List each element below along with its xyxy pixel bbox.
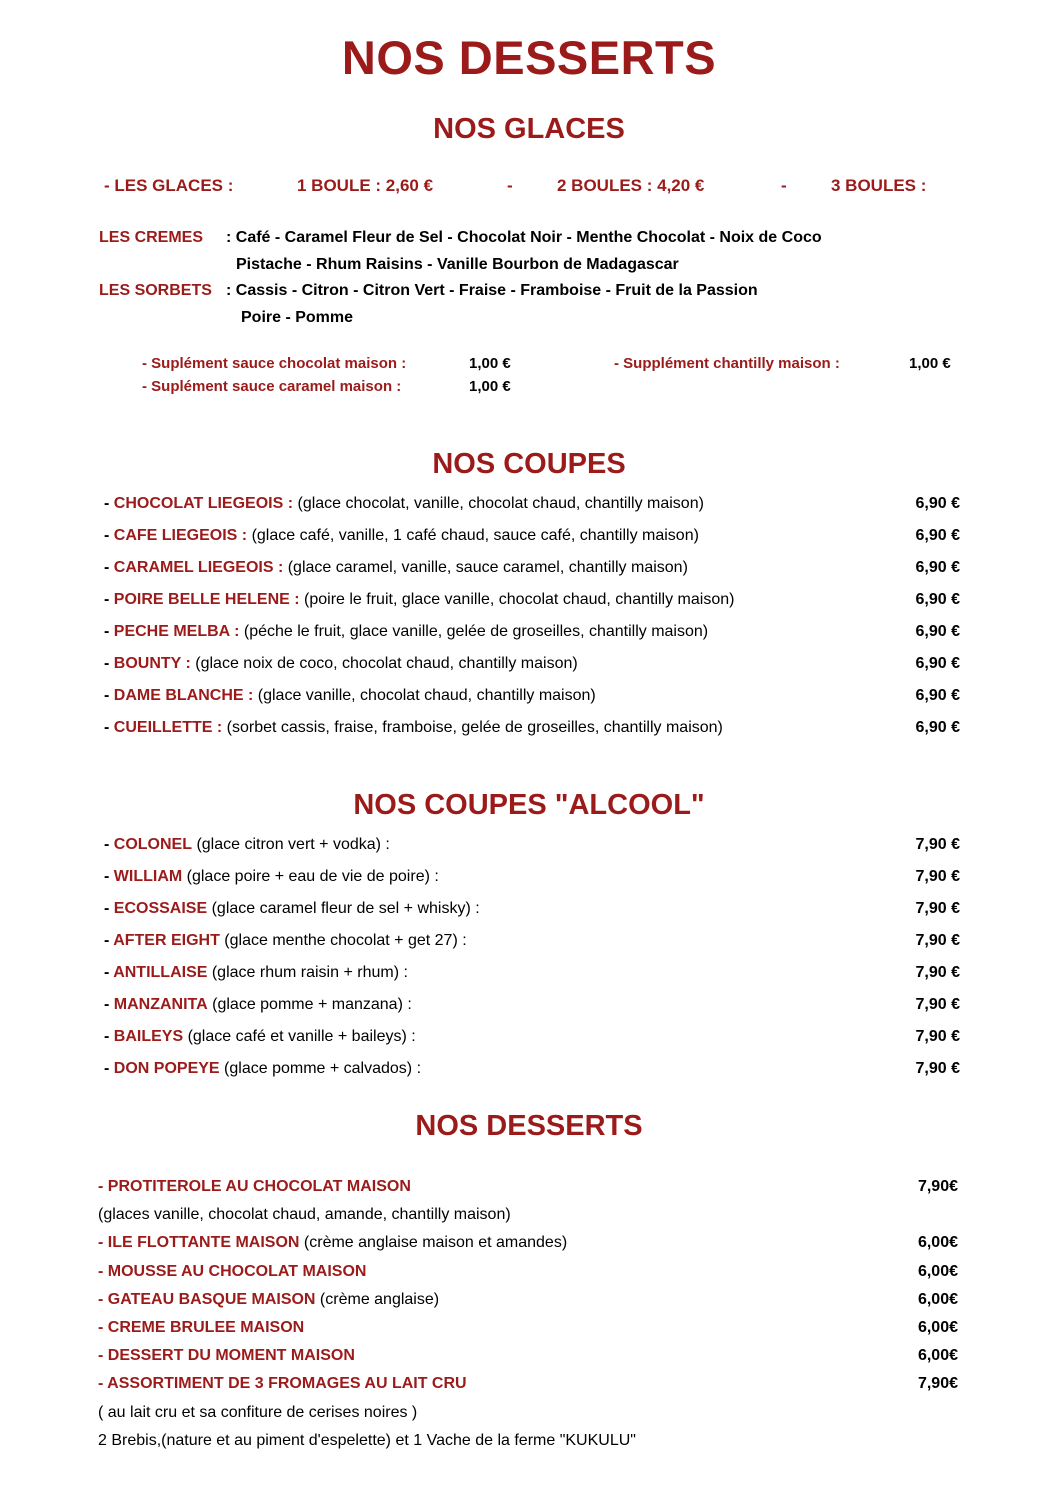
item-description: (glace caramel fleur de sel + whisky) :	[207, 900, 480, 917]
alcool-name: AFTER EIGHT	[113, 932, 220, 949]
menu-item	[104, 868, 439, 886]
separator: -	[781, 176, 787, 195]
item-price: 6,90 €	[915, 527, 960, 544]
supplement-price: 1,00 €	[469, 355, 511, 372]
alcool-name: WILLIAM	[113, 868, 183, 885]
item-price: 6,00€	[917, 1234, 958, 1252]
bullet-dash: -	[104, 591, 114, 608]
item-price: 7,90 €	[915, 1060, 960, 1077]
dessert-name: - GATEAU BASQUE MAISON	[98, 1290, 316, 1308]
bullet-dash: -	[104, 559, 114, 576]
item-description: (poire le fruit, glace vanille, chocolat chaud, chantilly maison)	[299, 591, 735, 608]
item-description: (péche le fruit, glace vanille, gelée de groseilles, chantilly maison)	[239, 623, 709, 640]
page-title: NOS DESSERTS	[341, 31, 717, 84]
item-description: (glace chocolat, vanille, chocolat chaud, chantilly maison)	[293, 495, 704, 512]
item-note: (glaces vanille, chocolat chaud, amande, chantilly maison)	[98, 1206, 511, 1224]
item-description: (glace rhum raisin + rhum) :	[207, 964, 408, 981]
bullet-dash: -	[104, 495, 114, 512]
item-price: 7,90 €	[915, 932, 960, 949]
coupe-name: CUEILLETTE :	[113, 719, 223, 736]
cremes-list-cont: Pistache - Rhum Raisins - Vanille Bourbon de Madagascar	[236, 256, 679, 273]
dessert-name: - ILE FLOTTANTE MAISON	[98, 1234, 300, 1252]
item-description: (glace vanille, chocolat chaud, chantilly maison)	[253, 687, 596, 704]
supplement-label: - Supplément chantilly maison :	[614, 355, 840, 372]
coupe-name: PECHE MELBA :	[113, 623, 240, 640]
menu-item	[98, 1291, 439, 1309]
item-description: (crème anglaise)	[315, 1290, 440, 1308]
price-one-scoop: 1 BOULE : 2,60 €	[297, 176, 434, 195]
cremes-label: LES CREMES	[99, 229, 204, 246]
menu-item	[104, 1060, 421, 1078]
sorbets-list: : Cassis - Citron - Citron Vert - Fraise - Framboise - Fruit de la Passion	[226, 282, 758, 299]
bullet-dash: -	[104, 687, 114, 704]
item-price: 6,00€	[917, 1290, 958, 1308]
bullet-dash: -	[104, 900, 114, 917]
item-price: 7,90€	[917, 1375, 958, 1393]
item-price: 7,90 €	[915, 836, 960, 853]
item-description: (glace noix de coco, chocolat chaud, chantilly maison)	[190, 655, 578, 672]
bullet-dash: -	[104, 836, 114, 853]
supplement-label: - Suplément sauce chocolat maison :	[142, 355, 407, 372]
bullet-dash: -	[104, 655, 114, 672]
bullet-dash: -	[104, 719, 114, 736]
item-price: 7,90 €	[915, 868, 960, 885]
bullet-dash: -	[104, 868, 114, 885]
coupe-name: DAME BLANCHE :	[113, 687, 254, 704]
item-description: (glace café, vanille, 1 café chaud, sauce café, chantilly maison)	[247, 527, 699, 544]
item-description: (glace caramel, vanille, sauce caramel, chantilly maison)	[283, 559, 688, 576]
item-price: 6,90 €	[915, 495, 960, 512]
item-price: 6,00€	[917, 1347, 958, 1365]
menu-item	[104, 655, 578, 673]
menu-item	[98, 1319, 304, 1337]
menu-item	[104, 900, 480, 918]
item-description: (glace café et vanille + baileys) :	[183, 1028, 416, 1045]
item-price: 6,90 €	[915, 591, 960, 608]
menu-item	[104, 964, 408, 982]
item-price: 6,90 €	[915, 719, 960, 736]
supplement-label: - Suplément sauce caramel maison :	[142, 378, 402, 395]
item-price: 7,90 €	[915, 964, 960, 981]
item-note: ( au lait cru et sa confiture de cerises noires )	[98, 1403, 418, 1421]
menu-item	[98, 1263, 366, 1281]
menu-item	[98, 1234, 567, 1252]
glaces-label: - LES GLACES :	[104, 176, 234, 195]
item-price: 6,90 €	[915, 623, 960, 640]
menu-item	[104, 932, 467, 950]
item-description: (glace pomme + manzana) :	[207, 996, 412, 1013]
menu-item	[104, 996, 412, 1014]
item-note: 2 Brebis,(nature et au piment d'espelette) et 1 Vache de la ferme "KUKULU"	[98, 1431, 636, 1449]
item-price: 7,90 €	[915, 900, 960, 917]
dessert-name: - PROTITEROLE AU CHOCOLAT MAISON	[98, 1178, 411, 1195]
item-price: 6,90 €	[915, 687, 960, 704]
bullet-dash: -	[104, 964, 114, 981]
menu-item	[104, 623, 708, 641]
cremes-list: : Café - Caramel Fleur de Sel - Chocolat Noir - Menthe Chocolat - Noix de Coco	[226, 229, 822, 246]
dessert-name: - CREME BRULEE MAISON	[98, 1319, 305, 1336]
bullet-dash: -	[104, 1060, 114, 1077]
bullet-dash: -	[104, 932, 114, 949]
bullet-dash: -	[104, 623, 114, 640]
item-price: 6,90 €	[915, 559, 960, 576]
coupe-name: CAFE LIEGEOIS :	[113, 527, 248, 544]
alcool-name: ANTILLAISE	[113, 964, 208, 981]
item-price: 6,00€	[917, 1262, 958, 1280]
coupe-name: CHOCOLAT LIEGEOIS :	[113, 495, 294, 512]
supplement-price: 1,00 €	[909, 355, 951, 372]
coupe-name: POIRE BELLE HELENE :	[113, 591, 300, 608]
menu-item	[104, 559, 688, 577]
section-heading-glaces: NOS GLACES	[433, 113, 625, 145]
bullet-dash: -	[104, 527, 114, 544]
alcool-name: MANZANITA	[113, 996, 208, 1013]
menu-item	[104, 527, 699, 545]
section-heading-coupes: NOS COUPES	[432, 448, 626, 480]
alcool-name: DON POPEYE	[113, 1060, 220, 1077]
price-three-scoops: 3 BOULES :	[831, 176, 927, 195]
sorbets-list-cont: Poire - Pomme	[241, 309, 354, 326]
coupe-name: CARAMEL LIEGEOIS :	[113, 559, 284, 576]
alcool-name: ECOSSAISE	[113, 900, 208, 917]
menu-item	[98, 1375, 467, 1393]
sorbets-label: LES SORBETS	[99, 282, 212, 299]
alcool-name: COLONEL	[113, 836, 192, 853]
menu-item	[104, 687, 596, 705]
item-description: (glace poire + eau de vie de poire) :	[182, 868, 439, 885]
item-description: (glace citron vert + vodka) :	[192, 836, 390, 853]
section-heading-desserts: NOS DESSERTS	[415, 1110, 643, 1142]
menu-item	[98, 1347, 355, 1365]
item-description: (crème anglaise maison et amandes)	[299, 1234, 568, 1252]
item-price: 6,90 €	[915, 655, 960, 672]
bullet-dash: -	[104, 996, 114, 1013]
dessert-name: - DESSERT DU MOMENT MAISON	[98, 1347, 355, 1365]
item-description: (sorbet cassis, fraise, framboise, gelée de groseilles, chantilly maison)	[222, 719, 723, 736]
menu-item	[104, 495, 704, 513]
separator: -	[507, 176, 513, 195]
item-price: 7,90€	[917, 1178, 958, 1195]
menu-item	[98, 1178, 411, 1196]
section-heading-alcool: NOS COUPES "ALCOOL"	[353, 789, 705, 821]
item-price: 7,90 €	[915, 996, 960, 1013]
item-price: 6,00€	[917, 1319, 958, 1336]
bullet-dash: -	[104, 1028, 114, 1045]
menu-item	[104, 836, 390, 854]
alcool-name: BAILEYS	[113, 1028, 184, 1045]
menu-item	[104, 591, 734, 609]
item-price: 7,90 €	[915, 1028, 960, 1045]
menu-item	[104, 1028, 416, 1046]
price-two-scoops: 2 BOULES : 4,20 €	[557, 176, 705, 195]
dessert-name: - MOUSSE AU CHOCOLAT MAISON	[98, 1262, 367, 1280]
coupe-name: BOUNTY :	[113, 655, 191, 672]
item-description: (glace menthe chocolat + get 27) :	[219, 932, 467, 949]
menu-item	[104, 719, 723, 737]
item-description: (glace pomme + calvados) :	[219, 1060, 422, 1077]
supplement-price: 1,00 €	[469, 378, 511, 395]
dessert-name: - ASSORTIMENT DE 3 FROMAGES AU LAIT CRU	[98, 1375, 467, 1393]
